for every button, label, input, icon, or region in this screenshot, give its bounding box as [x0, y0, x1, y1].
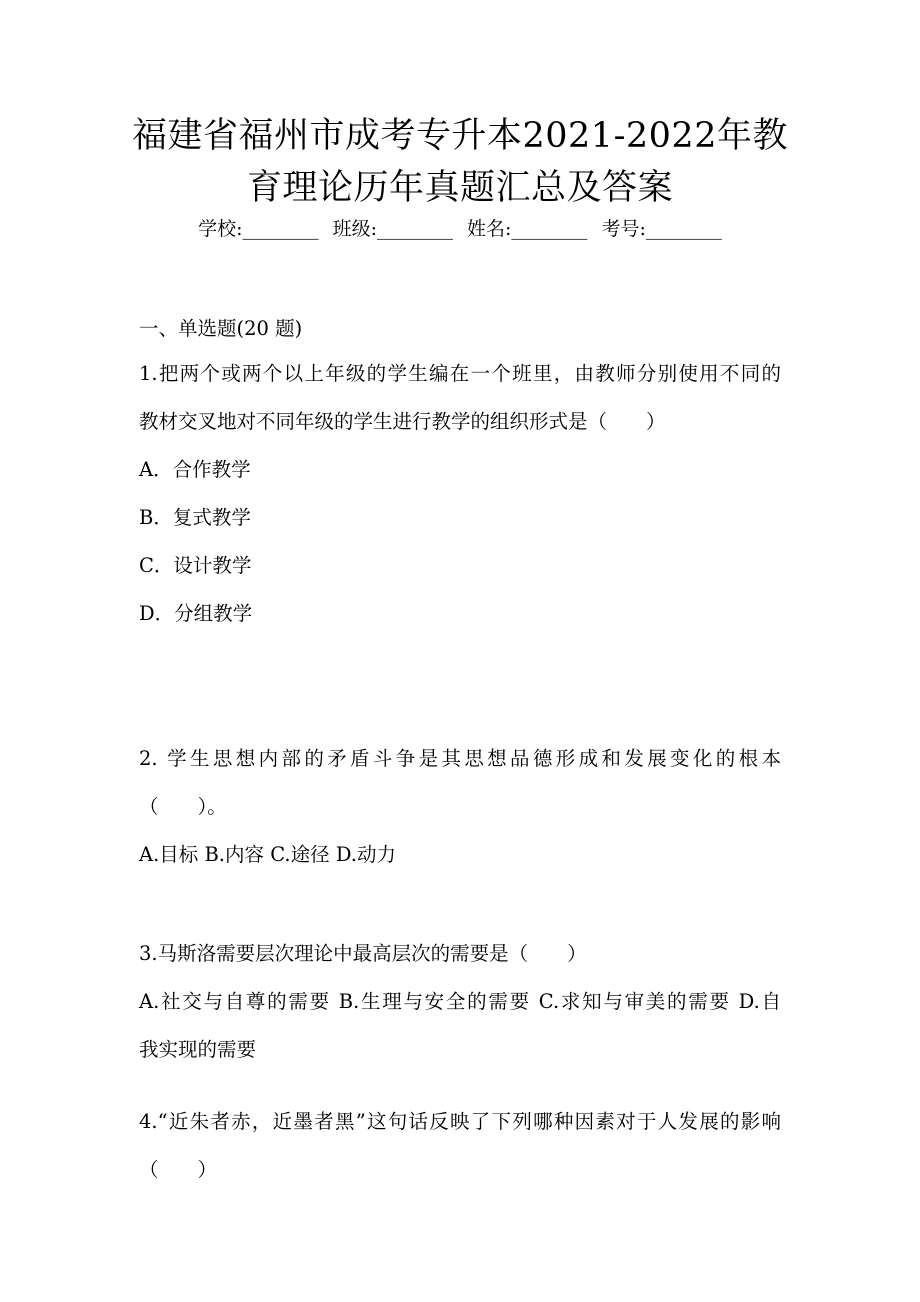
document-title-line-1: 福建省福州市成考专升本2021-2022年教 — [132, 116, 788, 156]
question-4-text-line-1: 4.“近朱者赤，近墨者黑”这句话反映了下列哪种因素对于人发展的影响 — [139, 1110, 781, 1133]
document-title-line-2: 育理论历年真题汇总及答案 — [246, 168, 673, 208]
question-1-option-b: B．复式教学 — [139, 506, 251, 529]
question-2-options: A.目标 B.内容 C.途径 D.动力 — [139, 843, 396, 866]
class-field: 班级:________ — [332, 218, 453, 240]
question-2-text-line-2: （ ）。 — [139, 795, 227, 818]
student-info-row — [60, 214, 860, 244]
question-3-options-line-2: 我实现的需要 — [139, 1038, 257, 1061]
name-field: 姓名:________ — [467, 218, 588, 240]
question-1-option-d: D．分组教学 — [139, 602, 253, 625]
question-1-text-line-1: 1.把两个或两个以上年级的学生编在一个班里，由教师分别使用不同的 — [139, 362, 781, 385]
question-3-text-line-1: 3.马斯洛需要层次理论中最高层次的需要是（ ） — [139, 942, 587, 965]
question-1-option-a: A．合作教学 — [139, 458, 251, 481]
section-heading: 一、单选题(20 题) — [139, 317, 303, 340]
school-field: 学校:________ — [198, 218, 319, 240]
question-1-option-c: C．设计教学 — [139, 554, 252, 577]
exam-number-field: 考号:________ — [601, 218, 722, 240]
question-3-options-line-1: A.社交与自尊的需要 B.生理与安全的需要 C.求知与审美的需要 D.自 — [139, 990, 781, 1013]
question-1-text-line-2: 教材交叉地对不同年级的学生进行教学的组织形式是（ ） — [139, 410, 666, 433]
question-2-text-line-1: 2. 学生思想内部的矛盾斗争是其思想品德形成和发展变化的根本 — [139, 747, 781, 770]
question-4-text-line-2: （ ） — [139, 1158, 218, 1181]
